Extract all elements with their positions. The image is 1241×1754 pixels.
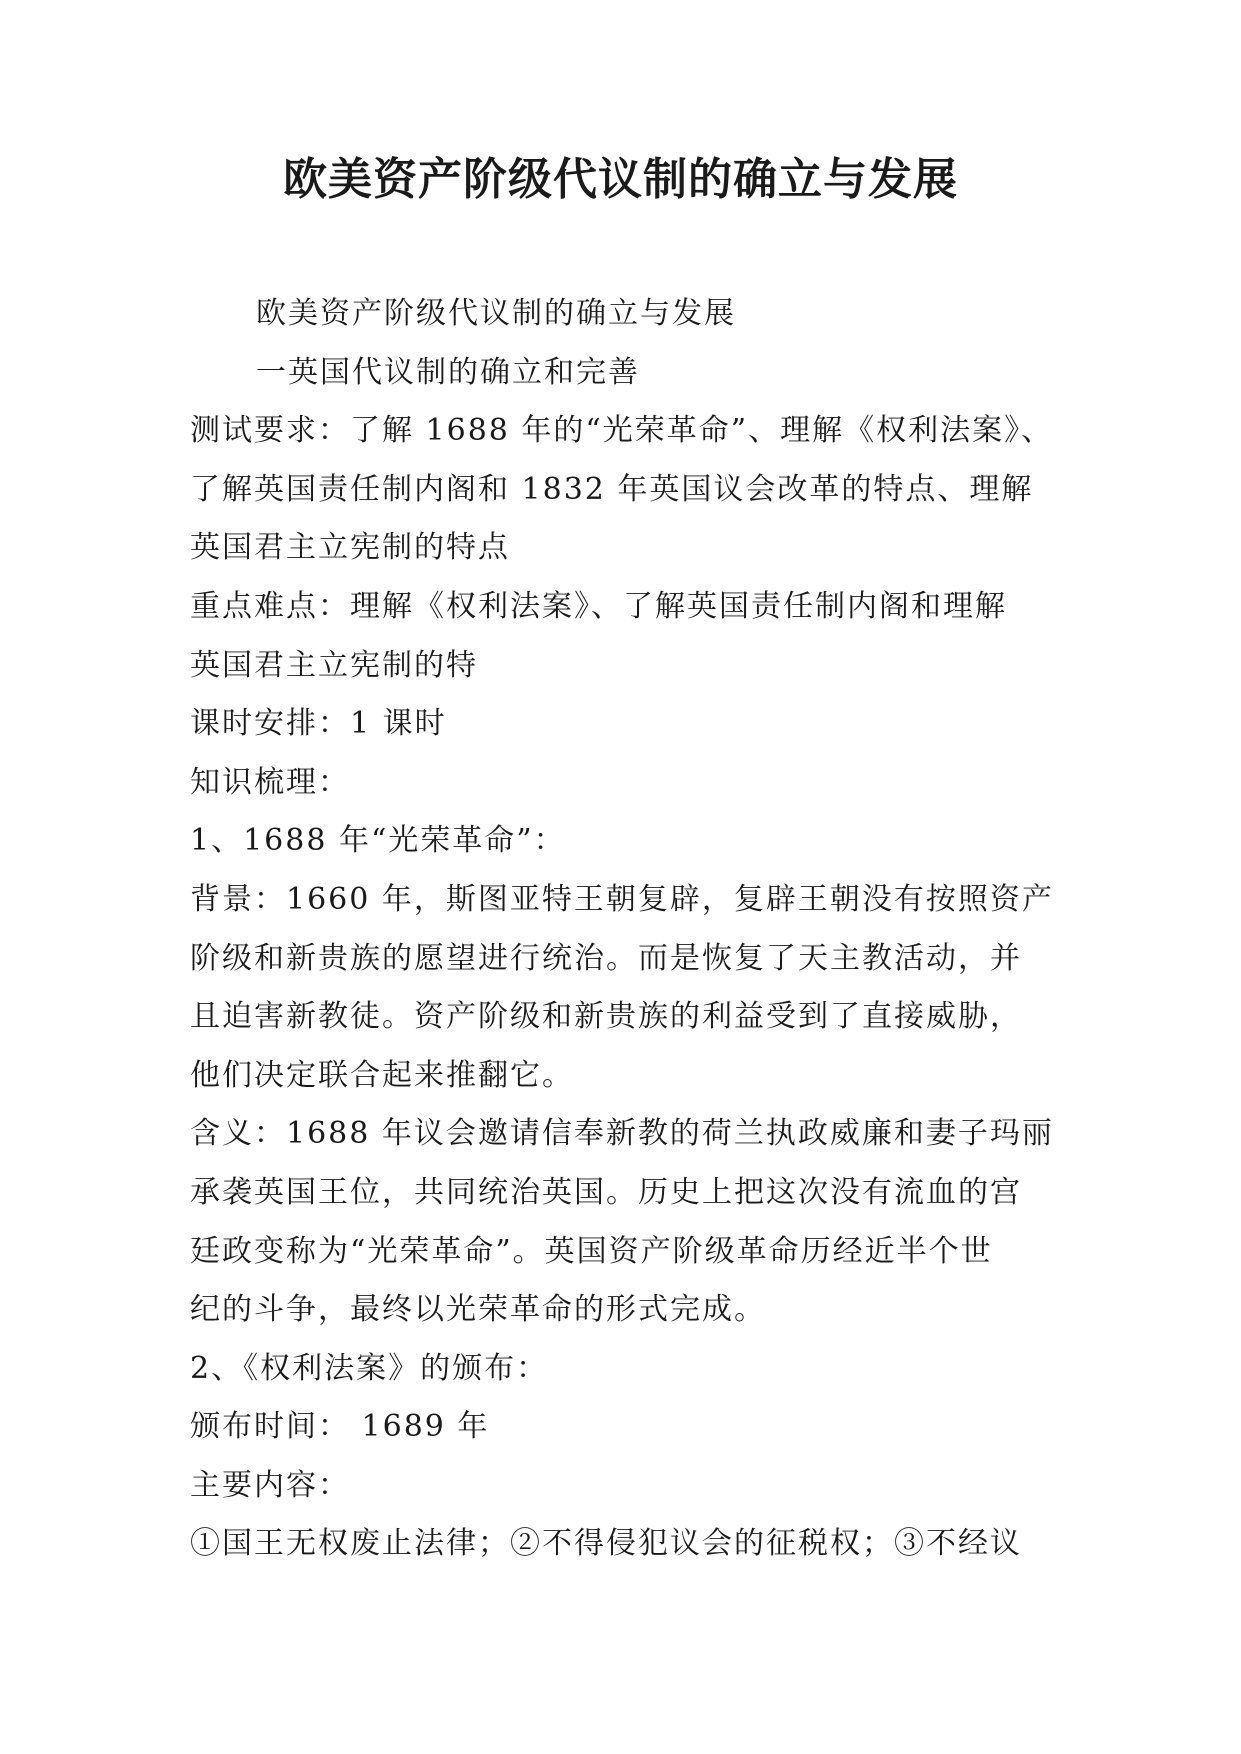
- text-line: 且迫害新教徒。资产阶级和新贵族的利益受到了直接威胁，: [190, 999, 1022, 1035]
- text-line: 含义：1688 年议会邀请信奉新教的荷兰执政威廉和妻子玛丽: [190, 1116, 1054, 1152]
- text-line: 测试要求：了解 1688 年的“光荣革命”、理解《权利法案》、: [190, 413, 1054, 449]
- text-line: 颁布时间： 1689 年: [190, 1409, 490, 1445]
- document-title: 欧美资产阶级代议制的确立与发展: [283, 154, 958, 205]
- text-line: 廷政变称为“光荣革命”。英国资产阶级革命历经近半个世: [190, 1233, 993, 1269]
- text-line: 纪的斗争，最终以光荣革命的形式完成。: [190, 1292, 766, 1328]
- text-line: 重点难点：理解《权利法案》、了解英国责任制内阁和理解: [190, 588, 1007, 624]
- text-line: 承袭英国王位，共同统治英国。历史上把这次没有流血的宫: [190, 1174, 1022, 1210]
- text-line: 1、1688 年“光荣革命”：: [190, 823, 566, 859]
- section-heading: 一英国代议制的确立和完善: [256, 354, 640, 390]
- text-line: 了解英国责任制内阁和 1832 年英国议会改革的特点、理解: [190, 471, 1034, 507]
- subtitle-line: 欧美资产阶级代议制的确立与发展: [256, 296, 736, 331]
- text-line: 主要内容：: [190, 1467, 350, 1503]
- text-line: 课时安排：1 课时: [190, 706, 447, 742]
- text-line: 他们决定联合起来推翻它。: [190, 1057, 574, 1093]
- text-line: 英国君主立宪制的特点: [190, 530, 510, 566]
- text-line: 背景：1660 年，斯图亚特王朝复辟，复辟王朝没有按照资产: [190, 881, 1054, 917]
- text-line: 2、《权利法案》的颁布：: [190, 1350, 549, 1386]
- document-body: [190, 285, 1070, 1574]
- text-line: 阶级和新贵族的愿望进行统治。而是恢复了天主教活动，并: [190, 940, 1022, 976]
- text-line: 知识梳理：: [190, 764, 350, 800]
- text-line: 英国君主立宪制的特: [190, 647, 478, 683]
- text-line: ①国王无权废止法律；②不得侵犯议会的征税权；③不经议: [190, 1526, 1022, 1562]
